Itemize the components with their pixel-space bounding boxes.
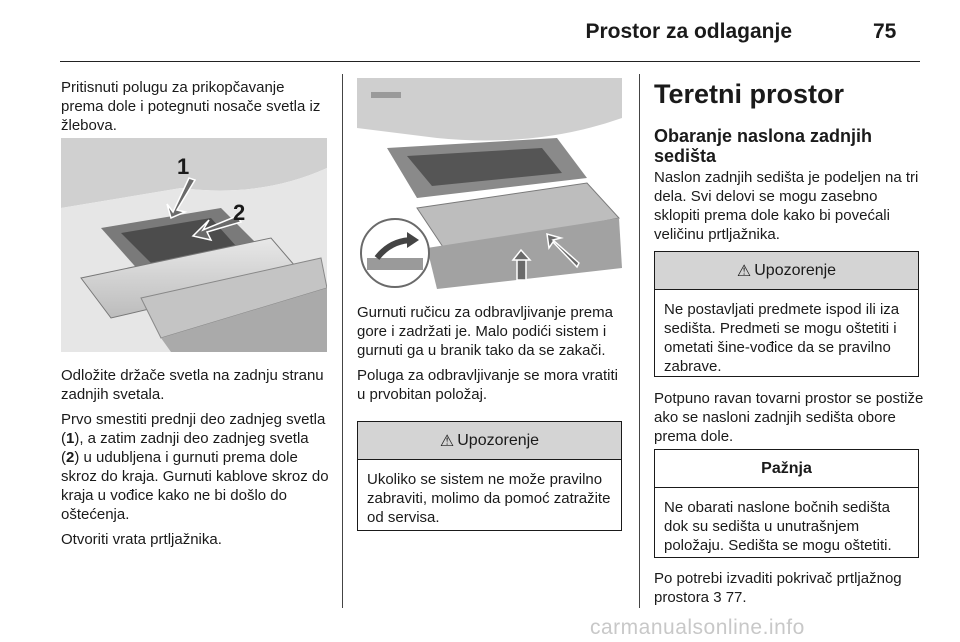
- paragraph: Naslon zadnjih sedišta je podeljen na tri dela. Svi delovi se mogu zasebno sklopiti prema dole kako bi povećali veličinu prtljažnika.: [654, 169, 919, 243]
- column-3-bottom: [654, 569, 924, 613]
- warning-header: ⚠ Upozorenje: [655, 252, 918, 290]
- column-3-middle: [654, 389, 924, 452]
- paragraph: Potpuno ravan tovarni prostor se postiže ako se nasloni zadnjih sedišta obore prema dole.: [654, 390, 924, 445]
- subsection-heading: Obaranje naslona zadnjih sedišta: [654, 126, 873, 166]
- warning-box: [357, 421, 622, 531]
- column-2: [357, 303, 623, 410]
- header-divider: [60, 61, 920, 62]
- column-divider-2: [639, 74, 640, 608]
- column-3: [654, 78, 924, 250]
- paragraph: Gurnuti ručicu za odbravljivanje prema gore i zadržati je. Malo podići sistem i gurnuti ga u branik tako da se zakači.: [357, 304, 613, 359]
- column-1: [61, 78, 331, 141]
- watermark: carmanualsonline.info: [590, 616, 805, 639]
- paragraph: Pritisnuti polugu za prikopčavanje prema dole i potegnuti nosače svetla iz žlebova.: [61, 79, 321, 134]
- page-reference-icon: 3: [713, 589, 722, 606]
- warning-triangle-icon: ⚠: [439, 432, 455, 450]
- warning-box: [654, 251, 919, 377]
- page-title: Prostor za odlaganje: [585, 20, 792, 43]
- warning-header: ⚠ Upozorenje: [358, 422, 621, 460]
- paragraph: Prvo smestiti prednji deo zadnjeg svetla (1), a zatim zadnji deo zadnjeg svetla (2) u udubljena i gurnuti prema dole skroz do kraja. Gurnuti kablove skroz do kraja u vođice kako ne bi došlo do oštećenja.: [61, 411, 329, 523]
- caution-header: Pažnja: [655, 450, 918, 488]
- warning-body: Ne postavljati predmete ispod ili iza sedišta. Predmeti se mogu oštetiti i ometati šine-vođice da se pravilno zabrave.: [664, 301, 900, 375]
- section-heading: Teretni prostor: [654, 79, 845, 109]
- column-1-lower: [61, 366, 331, 555]
- warning-triangle-icon: ⚠: [736, 262, 752, 280]
- paragraph: Poluga za odbravljivanje se mora vratiti u prvobitan položaj.: [357, 367, 618, 403]
- paragraph: Po potrebi izvaditi pokrivač prtljažnog prostora 3 77.: [654, 570, 902, 606]
- caution-box: [654, 449, 919, 558]
- page-number: 75: [873, 20, 897, 43]
- warning-body: Ukoliko se sistem ne može pravilno zabraviti, molimo da pomoć zatražite od servisa.: [367, 471, 611, 526]
- column-divider-1: [342, 74, 343, 608]
- figure-label-1: 1: [177, 154, 190, 179]
- caution-body: Ne obarati naslone bočnih sedišta dok su sedišta u unutrašnjem položaju. Sedišta se mogu oštetiti.: [664, 499, 892, 554]
- tow-bar-light-carrier-illustration: [61, 138, 327, 352]
- paragraph: Odložite držače svetla na zadnju stranu zadnjih svetala.: [61, 367, 324, 403]
- figure-label-2: 2: [233, 200, 246, 225]
- tow-bar-retract-illustration: [357, 78, 622, 289]
- paragraph: Otvoriti vrata prtljažnika.: [61, 531, 222, 548]
